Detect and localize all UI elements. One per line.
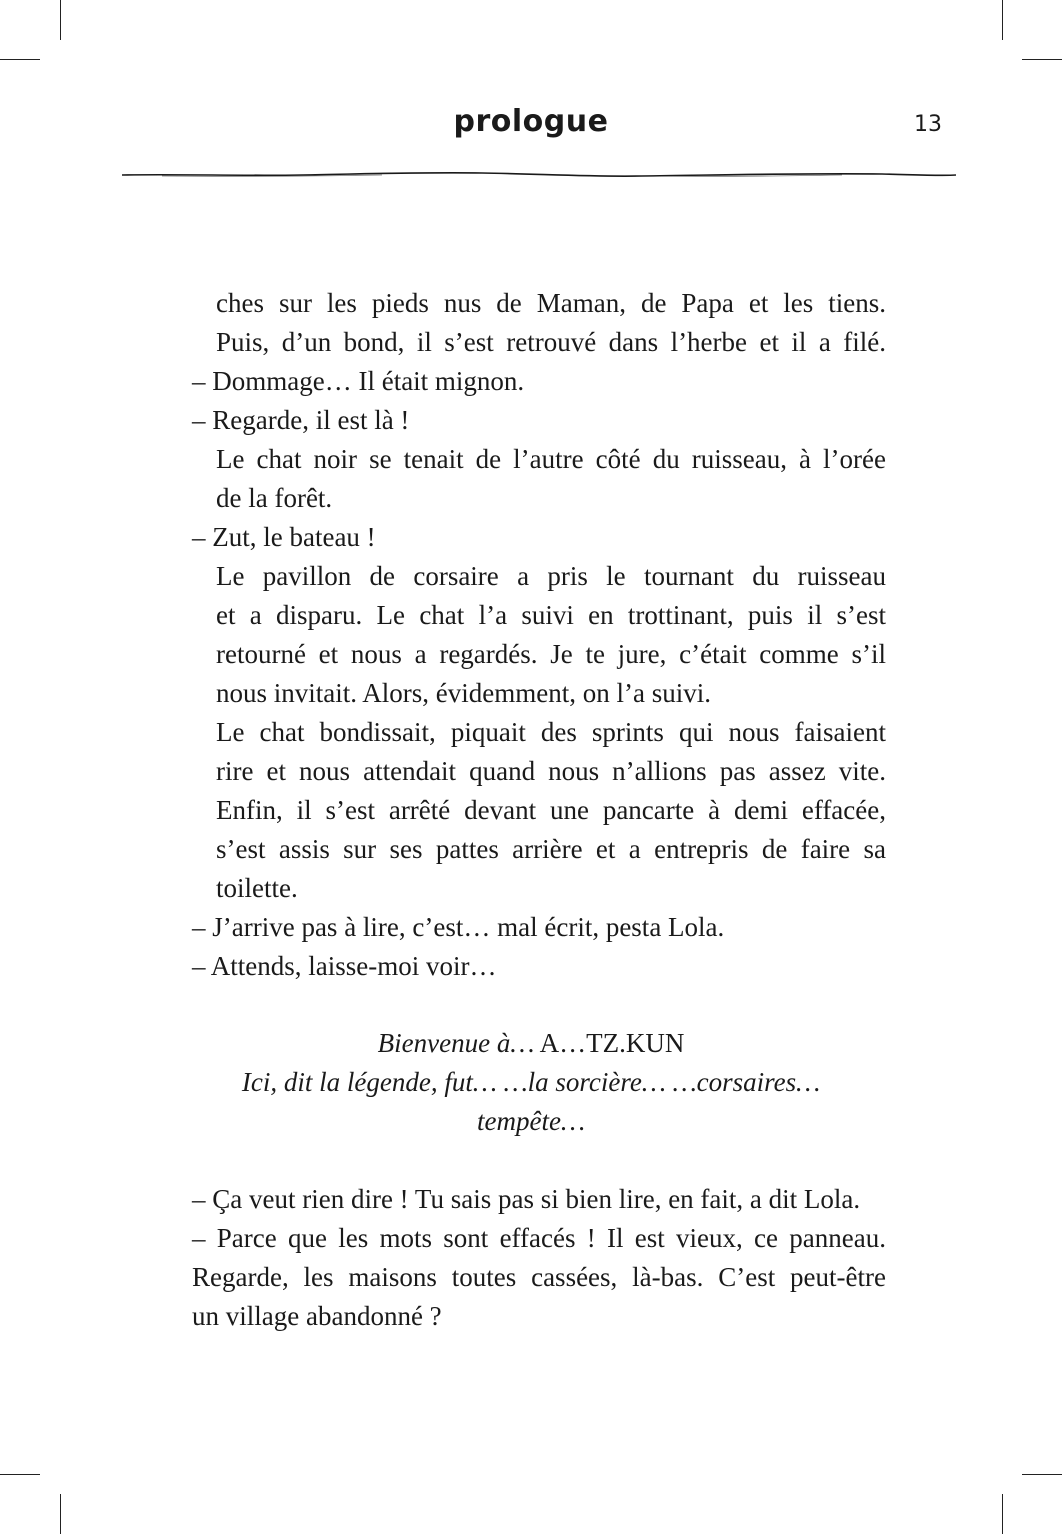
text-line: toilette. <box>216 873 298 903</box>
text-line: Le pavillon de corsaire a pris le tournant du ruisseau <box>216 561 886 591</box>
dialogue-line: – Zut, le bateau ! <box>192 522 376 552</box>
sign-line-3: tempête… <box>477 1106 585 1136</box>
crop-mark-bottom-left-horizontal <box>0 1474 40 1475</box>
crop-mark-bottom-left-vertical <box>60 1494 61 1534</box>
dialogue-line: – Parce que les mots sont effacés ! Il est vieux, ce panneau. <box>192 1223 886 1253</box>
text-line: Le chat bondissait, piquait des sprints qui nous faisaient <box>216 717 886 747</box>
header-rule <box>122 168 956 182</box>
text-line: de la forêt. <box>216 483 333 513</box>
dialogue-line: – Attends, laisse-moi voir… <box>192 951 497 981</box>
body-text-block-1 <box>192 284 886 986</box>
dialogue-line: – Dommage… Il était mignon. <box>192 366 525 396</box>
crop-mark-bottom-right-vertical <box>1002 1494 1003 1534</box>
text-line: ches sur les pieds nus de Maman, de Papa et les tiens. <box>216 288 886 318</box>
dialogue-line: – Regarde, il est là ! <box>192 405 410 435</box>
text-line: Regarde, les maisons toutes cassées, là-bas. C’est peut-être <box>192 1262 886 1292</box>
dialogue-line: – Ça veut rien dire ! Tu sais pas si bien lire, en fait, a dit Lola. <box>192 1184 861 1214</box>
body-text-block-2 <box>192 1180 886 1336</box>
dialogue-line: – J’arrive pas à lire, c’est… mal écrit, pesta Lola. <box>192 912 725 942</box>
sign-line-1-italic: Bienvenue à… <box>377 1028 535 1058</box>
text-line: retourné et nous a regardés. Je te jure, c’était comme s’il <box>216 639 886 669</box>
crop-mark-top-right-vertical <box>1002 0 1003 40</box>
crop-mark-top-left-horizontal <box>0 59 40 60</box>
text-line: s’est assis sur ses pattes arrière et a entrepris de faire sa <box>216 834 886 864</box>
text-line: un village abandonné ? <box>192 1301 442 1331</box>
text-line: Puis, d’un bond, il s’est retrouvé dans l’herbe et il a filé. <box>216 327 886 357</box>
sign-line-1 <box>0 1024 1062 1063</box>
crop-mark-top-left-vertical <box>60 0 61 40</box>
text-line: nous invitait. Alors, évidemment, on l’a suivi. <box>216 678 711 708</box>
text-line: rire et nous attendait quand nous n’allions pas assez vite. <box>216 756 886 786</box>
text-line: Le chat noir se tenait de l’autre côté du ruisseau, à l’orée <box>216 444 886 474</box>
crop-mark-bottom-right-horizontal <box>1022 1474 1062 1475</box>
page-number: 13 <box>914 112 942 137</box>
sign-line-1-roman: A…TZ.KUN <box>534 1028 685 1058</box>
text-line: Enfin, il s’est arrêté devant une pancarte à demi effacée, <box>216 795 886 825</box>
text-line: et a disparu. Le chat l’a suivi en trottinant, puis il s’est <box>216 600 886 630</box>
sign-line-2: Ici, dit la légende, fut… …la sorcière… …corsaires… <box>241 1067 821 1097</box>
crop-mark-top-right-horizontal <box>1022 59 1062 60</box>
running-title: prologue <box>453 104 609 139</box>
sign-inscription <box>0 1024 1062 1141</box>
